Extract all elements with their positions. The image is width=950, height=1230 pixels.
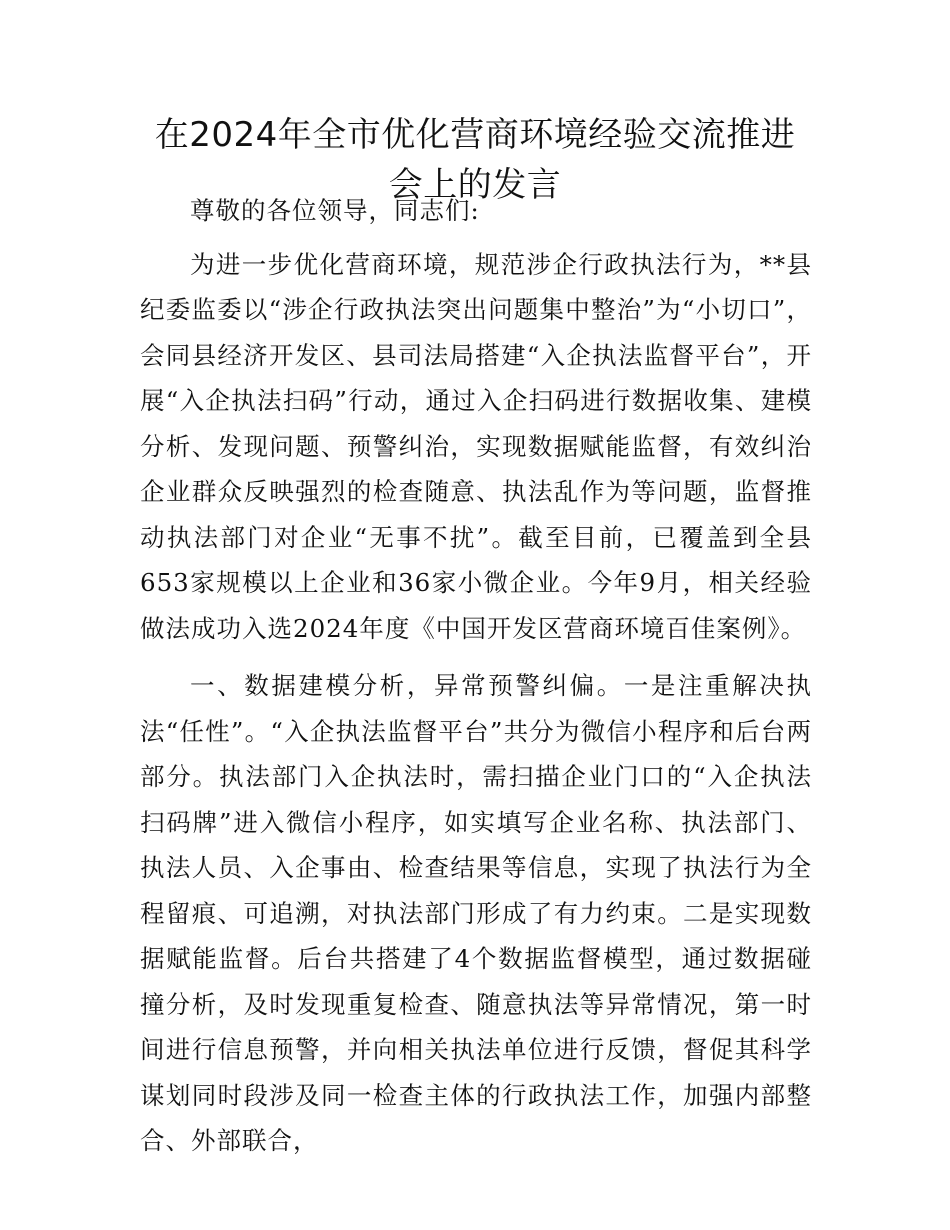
document-title: 在2024年全市优化营商环境经验交流推进会上的发言 bbox=[154, 115, 796, 205]
salutation: 尊敬的各位领导，同志们: bbox=[190, 196, 480, 225]
paragraph-intro: 为进一步优化营商环境，规范涉企行政执法行为，**县纪委监委以“涉企行政执法突出问题集中整治”为“小切口”，会同县经济开发区、县司法局搭建“入企执法监督平台”，开展“入企执法扫码”行动，通过入企扫码进行数据收集、建模分析、发现问题、预警纠治，实现数据赋能监督，有效纠治企业群众反映强烈的检查随意、执法乱作为等问题，监督推动执法部门对企业“无事不扰”。截至目前，已覆盖到全县653家规模以上企业和36家小微企业。今年9月，相关经验做法成功入选2024年度《中国开发区营商环境百佳案例》。 bbox=[140, 249, 812, 643]
document-body bbox=[140, 188, 812, 1176]
paragraph-section-one: 一、数据建模分析，异常预警纠偏。一是注重解决执法“任性”。“入企执法监督平台”共分为微信小程序和后台两部分。执法部门入企执法时，需扫描企业门口的“入企执法扫码牌”进入微信小程序，如实填写企业名称、执法部门、执法人员、入企事由、检查结果等信息，实现了执法行为全程留痕、可追溯，对执法部门形成了有力约束。二是实现数据赋能监督。后台共搭建了4个数据监督模型，通过数据碰撞分析，及时发现重复检查、随意执法等异常情况，第一时间进行信息预警，并向相关执法单位进行反馈，督促其科学谋划同时段涉及同一检查主体的行政执法工作，加强内部整合、外部联合， bbox=[140, 671, 812, 1155]
